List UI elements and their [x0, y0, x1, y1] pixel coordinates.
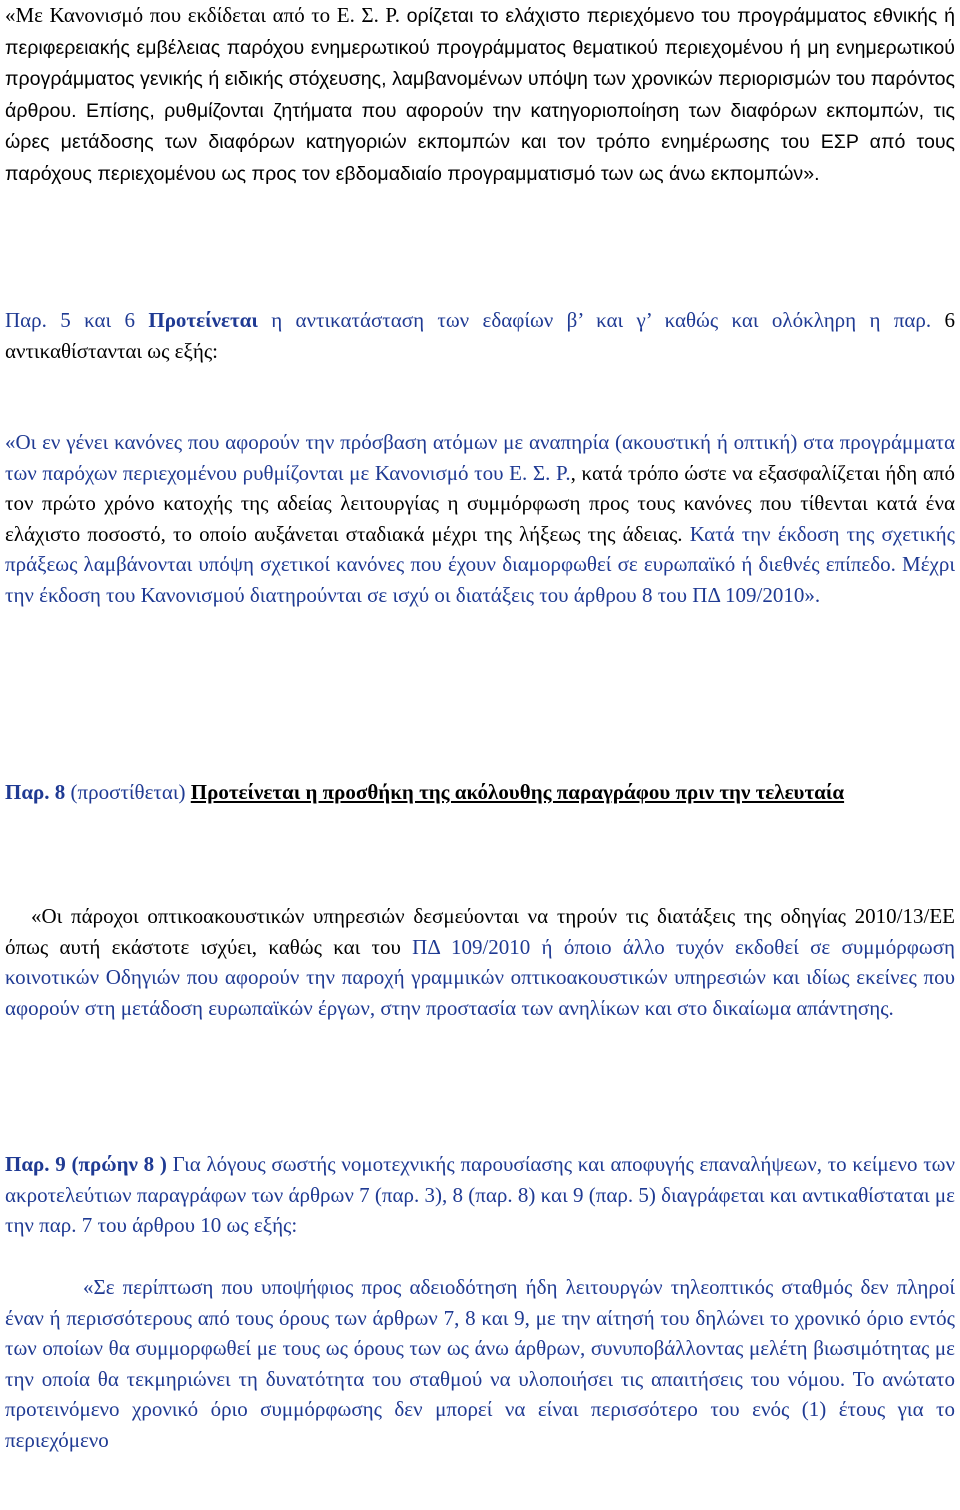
- paragraph-quote-regulation-content: [5, 0, 955, 189]
- par-5-6-replacement-text: η αντικατάσταση των εδαφίων β’ και γ’ καθώς και ολόκληρη η παρ.: [257, 308, 945, 332]
- accessibility-rules-text: «Οι εν γένει κανόνες που αφορούν την πρόσβαση ατόμων με αναπηρία (ακουστική ή οπτική) στα προγράμματα των παρόχων περιεχομένου ρυθμίζονται με Κανονισμό του Ε. Σ. Ρ.: [5, 430, 955, 485]
- paragraph-quote-av-providers: [5, 901, 955, 1023]
- paragraph-quote-accessibility: [5, 427, 955, 610]
- par-5-6-reference: Παρ. 5 και 6: [5, 308, 149, 332]
- licensing-text: «Σε περίπτωση που υποψήφιος προς αδειοδότηση ήδη λειτουργών τηλεοπτικός σταθμός δεν πληροί έναν ή περισσότερους από τους όρους των άρθρων 7, 8 και 9, με την αίτησή του δηλώνει το χρονικό όριο εντός των οποίων θα συμμορφωθεί με τους ως όρους των ως άνω άρθρων, συνυποβάλλοντας μελέτη βιωσιμότητας με την οποία θα τεκμηριώνει τη δυνατότητα του σταθμού να υλοποιήσει τις απαιτήσεις του νόμου. Το ανώτατο προτεινόμενο χρονικό όριο συμμόρφωσης δεν μπορεί να είναι περισσότερο του ενός (1) έτους για το περιεχόμενο: [5, 1275, 955, 1452]
- paragraph-par-9: [5, 1149, 955, 1241]
- par-9-text: Για λόγους σωστής νομοτεχνικής παρουσίασης και αποφυγής επαναλήψεων, το κείμενο των ακροτελεύτιων παραγράφων των άρθρων 7 (παρ. 3), 8 (παρ. 8) και 9 (παρ. 5) διαγράφεται και αντικαθίσταται με την παρ. 7 του άρθρου 10 ως εξής:: [5, 1152, 955, 1237]
- par-8-reference: Παρ. 8: [5, 780, 66, 804]
- paragraph-par-5-6: [5, 305, 955, 366]
- par-8-added-note: (προστίθεται): [65, 780, 191, 804]
- paragraph-quote-licensing: [5, 1272, 955, 1455]
- par-9-reference: Παρ. 9 (πρώην 8 ): [5, 1152, 173, 1176]
- av-providers-pd-text: ΠΔ 109/2010 ή όποιο άλλο τυχόν εκδοθεί σε συμμόρφωση κοινοτικών Οδηγιών που αφορούν την παροχή γραμμικών οπτικοακουστικών υπηρεσιών και ιδίως εκείνες που αφορούν στη μετάδοση ευρωπαϊκών έργων, στην προστασία των ανηλίκων και στο δικαίωμα απάντησης.: [5, 934, 955, 1020]
- paragraph-par-8: [5, 777, 955, 808]
- accessibility-transitional-text: Μέχρι την έκδοση του Κανονισμού διατηρούνται σε ισχύ οι διατάξεις του άρθρου 8 του ΠΔ 109/2010».: [5, 552, 955, 607]
- quote-opening-text: «Με Κανονισμό που εκδίδεται από το Ε. Σ. Ρ.: [5, 3, 407, 27]
- par-5-6-proposal-label: Προτείνεται: [148, 308, 258, 332]
- regulation-content-text: ορίζεται το ελάχιστο περιεχόμενο του προγράμματος εθνικής ή περιφερειακής εμβέλειας παρόχου ενημερωτικού προγράμματος θεματικού περιεχομένου ή μη ενημερωτικού προγράμματος γενικής ή ειδικής στόχευσης, λαμβανομένων υπόψη των χρονικών περιορισμών του παρόντος άρθρου. Επίσης, ρυθμίζονται ζητήματα που αφορούν την κατηγοριοποίηση των διαφόρων εκπομπών, τις ώρες μετάδοσης των διαφόρων κατηγοριών εκπομπών και τον τρόπο ενημέρωσης του ΕΣΡ από τους παρόχους περιεχομένου ως προς τον εβδομαδιαίο προγραμματισμό των ως άνω εκπομπών».: [5, 5, 955, 185]
- av-providers-directive-text: «Οι πάροχοι οπτικοακουστικών υπηρεσιών δεσμεύονται να τηρούν τις διατάξεις της οδηγίας 2010/13/ΕΕ όπως αυτή εκάστοτε ισχύει, καθώς και του: [5, 904, 955, 959]
- par-8-proposal-heading: Προτείνεται η προσθήκη της ακόλουθης παραγράφου πριν την τελευταία: [190, 780, 845, 804]
- accessibility-european-rules-text: Κατά την έκδοση της σχετικής πράξεως λαμβάνονται υπόψη σχετικοί κανόνες που έχουν διαμορφωθεί σε ευρωπαϊκό ή διεθνές επίπεδο.: [5, 521, 955, 576]
- accessibility-compliance-text: , κατά τρόπο ώστε να εξασφαλίζεται ήδη από τον πρώτο χρόνο κατοχής της αδείας λειτουργίας η συμμόρφωση προς τους κανόνες που τίθενται κατά ένα ελάχιστο ποσοστό, το οποίο αυξάνεται σταδιακά μέχρι της λήξεως της άδειας.: [5, 460, 955, 546]
- par-6-replacement-text: 6 αντικαθίστανται ως εξής:: [5, 308, 956, 363]
